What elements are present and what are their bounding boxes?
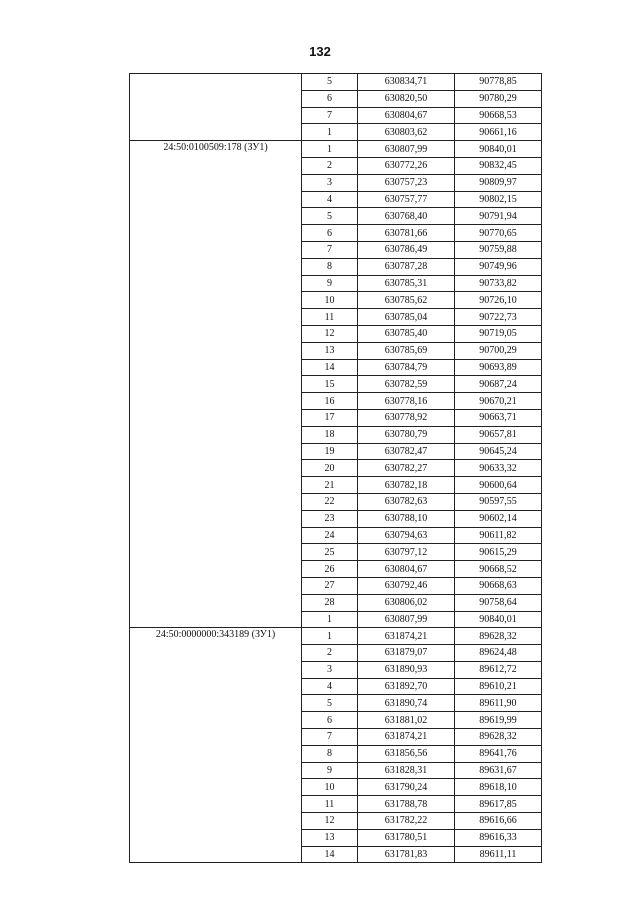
y-coordinate-cell: 90840,01	[455, 611, 542, 628]
y-coordinate-cell: 90700,29	[455, 342, 542, 359]
y-coordinate-cell: 89641,76	[455, 745, 542, 762]
x-coordinate-cell: 630820,50	[358, 90, 455, 107]
x-coordinate-cell: 630804,67	[358, 107, 455, 124]
y-coordinate-cell: 89610,21	[455, 678, 542, 695]
x-coordinate-cell: 630784,79	[358, 359, 455, 376]
coordinates-table	[129, 73, 542, 863]
y-coordinate-cell: 90791,94	[455, 208, 542, 225]
point-number-cell: 25	[302, 544, 358, 561]
x-coordinate-cell: 631881,02	[358, 712, 455, 729]
y-coordinate-cell: 89628,32	[455, 729, 542, 746]
y-coordinate-cell: 89616,66	[455, 813, 542, 830]
x-coordinate-cell: 630782,18	[358, 477, 455, 494]
point-number-cell: 27	[302, 577, 358, 594]
x-coordinate-cell: 631856,56	[358, 745, 455, 762]
y-coordinate-cell: 90749,96	[455, 258, 542, 275]
x-coordinate-cell: 630787,28	[358, 258, 455, 275]
x-coordinate-cell: 631788,78	[358, 796, 455, 813]
x-coordinate-cell: 630782,63	[358, 493, 455, 510]
y-coordinate-cell: 90670,21	[455, 393, 542, 410]
point-number-cell: 6	[302, 225, 358, 242]
y-coordinate-cell: 90719,05	[455, 325, 542, 342]
point-number-cell: 14	[302, 846, 358, 863]
y-coordinate-cell: 90802,15	[455, 191, 542, 208]
point-number-cell: 5	[302, 208, 358, 225]
point-number-cell: 9	[302, 762, 358, 779]
x-coordinate-cell: 630778,92	[358, 409, 455, 426]
y-coordinate-cell: 90832,45	[455, 157, 542, 174]
point-number-cell: 28	[302, 594, 358, 611]
x-coordinate-cell: 630782,27	[358, 460, 455, 477]
point-number-cell: 1	[302, 628, 358, 645]
point-number-cell: 6	[302, 90, 358, 107]
y-coordinate-cell: 90758,64	[455, 594, 542, 611]
x-coordinate-cell: 630792,46	[358, 577, 455, 594]
x-coordinate-cell: 630803,62	[358, 124, 455, 141]
point-number-cell: 8	[302, 258, 358, 275]
y-coordinate-cell: 89616,33	[455, 829, 542, 846]
x-coordinate-cell: 630807,99	[358, 141, 455, 158]
parcel-cadastral-number: 24:50:0100509:178 (ЗУ1)	[130, 141, 302, 628]
x-coordinate-cell: 630757,77	[358, 191, 455, 208]
x-coordinate-cell: 630782,47	[358, 443, 455, 460]
point-number-cell: 2	[302, 157, 358, 174]
y-coordinate-cell: 89631,67	[455, 762, 542, 779]
point-number-cell: 15	[302, 376, 358, 393]
point-number-cell: 12	[302, 325, 358, 342]
y-coordinate-cell: 90597,55	[455, 493, 542, 510]
point-number-cell: 24	[302, 527, 358, 544]
y-coordinate-cell: 90722,73	[455, 309, 542, 326]
y-coordinate-cell: 89611,90	[455, 695, 542, 712]
table-row	[130, 628, 542, 645]
y-coordinate-cell: 90668,63	[455, 577, 542, 594]
page-number: 132	[309, 44, 331, 59]
coordinates-table-body	[130, 74, 542, 863]
y-coordinate-cell: 89617,85	[455, 796, 542, 813]
point-number-cell: 11	[302, 796, 358, 813]
point-number-cell: 10	[302, 779, 358, 796]
x-coordinate-cell: 630780,79	[358, 426, 455, 443]
point-number-cell: 22	[302, 493, 358, 510]
x-coordinate-cell: 630785,31	[358, 275, 455, 292]
y-coordinate-cell: 89611,11	[455, 846, 542, 863]
point-number-cell: 21	[302, 477, 358, 494]
point-number-cell: 7	[302, 241, 358, 258]
x-coordinate-cell: 631874,21	[358, 729, 455, 746]
point-number-cell: 5	[302, 74, 358, 91]
y-coordinate-cell: 90633,32	[455, 460, 542, 477]
point-number-cell: 19	[302, 443, 358, 460]
y-coordinate-cell: 90645,24	[455, 443, 542, 460]
point-number-cell: 3	[302, 174, 358, 191]
point-number-cell: 18	[302, 426, 358, 443]
x-coordinate-cell: 630785,69	[358, 342, 455, 359]
point-number-cell: 1	[302, 611, 358, 628]
y-coordinate-cell: 90733,82	[455, 275, 542, 292]
point-number-cell: 2	[302, 645, 358, 662]
y-coordinate-cell: 90778,85	[455, 74, 542, 91]
y-coordinate-cell: 90759,88	[455, 241, 542, 258]
table-row	[130, 141, 542, 158]
point-number-cell: 1	[302, 124, 358, 141]
y-coordinate-cell: 89618,10	[455, 779, 542, 796]
x-coordinate-cell: 630757,23	[358, 174, 455, 191]
x-coordinate-cell: 631780,51	[358, 829, 455, 846]
x-coordinate-cell: 630785,40	[358, 325, 455, 342]
point-number-cell: 17	[302, 409, 358, 426]
point-number-cell: 12	[302, 813, 358, 830]
y-coordinate-cell: 90615,29	[455, 544, 542, 561]
y-coordinate-cell: 90657,81	[455, 426, 542, 443]
y-coordinate-cell: 89624,48	[455, 645, 542, 662]
y-coordinate-cell: 90663,71	[455, 409, 542, 426]
point-number-cell: 5	[302, 695, 358, 712]
point-number-cell: 11	[302, 309, 358, 326]
point-number-cell: 14	[302, 359, 358, 376]
y-coordinate-cell: 90726,10	[455, 292, 542, 309]
x-coordinate-cell: 630834,71	[358, 74, 455, 91]
y-coordinate-cell: 90668,53	[455, 107, 542, 124]
table-row	[130, 74, 542, 91]
x-coordinate-cell: 631890,74	[358, 695, 455, 712]
x-coordinate-cell: 630768,40	[358, 208, 455, 225]
y-coordinate-cell: 90840,01	[455, 141, 542, 158]
point-number-cell: 13	[302, 829, 358, 846]
x-coordinate-cell: 630778,16	[358, 393, 455, 410]
x-coordinate-cell: 631782,22	[358, 813, 455, 830]
x-coordinate-cell: 630781,66	[358, 225, 455, 242]
x-coordinate-cell: 630785,04	[358, 309, 455, 326]
x-coordinate-cell: 630804,67	[358, 561, 455, 578]
y-coordinate-cell: 89612,72	[455, 661, 542, 678]
x-coordinate-cell: 631890,93	[358, 661, 455, 678]
point-number-cell: 3	[302, 661, 358, 678]
x-coordinate-cell: 630794,63	[358, 527, 455, 544]
y-coordinate-cell: 90668,52	[455, 561, 542, 578]
point-number-cell: 8	[302, 745, 358, 762]
x-coordinate-cell: 630782,59	[358, 376, 455, 393]
point-number-cell: 4	[302, 191, 358, 208]
point-number-cell: 13	[302, 342, 358, 359]
x-coordinate-cell: 631874,21	[358, 628, 455, 645]
y-coordinate-cell: 90780,29	[455, 90, 542, 107]
x-coordinate-cell: 631828,31	[358, 762, 455, 779]
point-number-cell: 16	[302, 393, 358, 410]
x-coordinate-cell: 630785,62	[358, 292, 455, 309]
x-coordinate-cell: 631879,07	[358, 645, 455, 662]
y-coordinate-cell: 90611,82	[455, 527, 542, 544]
point-number-cell: 7	[302, 729, 358, 746]
point-number-cell: 6	[302, 712, 358, 729]
x-coordinate-cell: 630786,49	[358, 241, 455, 258]
point-number-cell: 23	[302, 510, 358, 527]
point-number-cell: 7	[302, 107, 358, 124]
y-coordinate-cell: 90600,64	[455, 477, 542, 494]
y-coordinate-cell: 90602,14	[455, 510, 542, 527]
y-coordinate-cell: 90687,24	[455, 376, 542, 393]
x-coordinate-cell: 631790,24	[358, 779, 455, 796]
point-number-cell: 4	[302, 678, 358, 695]
point-number-cell: 9	[302, 275, 358, 292]
x-coordinate-cell: 631892,70	[358, 678, 455, 695]
point-number-cell: 26	[302, 561, 358, 578]
point-number-cell: 1	[302, 141, 358, 158]
x-coordinate-cell: 630797,12	[358, 544, 455, 561]
y-coordinate-cell: 89619,99	[455, 712, 542, 729]
y-coordinate-cell: 90809,97	[455, 174, 542, 191]
parcel-cadastral-number: 24:50:0000000:343189 (ЗУ1)	[130, 628, 302, 863]
y-coordinate-cell: 90661,16	[455, 124, 542, 141]
parcel-cadastral-number	[130, 74, 302, 141]
y-coordinate-cell: 90693,89	[455, 359, 542, 376]
x-coordinate-cell: 630807,99	[358, 611, 455, 628]
x-coordinate-cell: 631781,83	[358, 846, 455, 863]
point-number-cell: 20	[302, 460, 358, 477]
x-coordinate-cell: 630806,02	[358, 594, 455, 611]
x-coordinate-cell: 630772,26	[358, 157, 455, 174]
y-coordinate-cell: 89628,32	[455, 628, 542, 645]
x-coordinate-cell: 630788,10	[358, 510, 455, 527]
point-number-cell: 10	[302, 292, 358, 309]
y-coordinate-cell: 90770,65	[455, 225, 542, 242]
